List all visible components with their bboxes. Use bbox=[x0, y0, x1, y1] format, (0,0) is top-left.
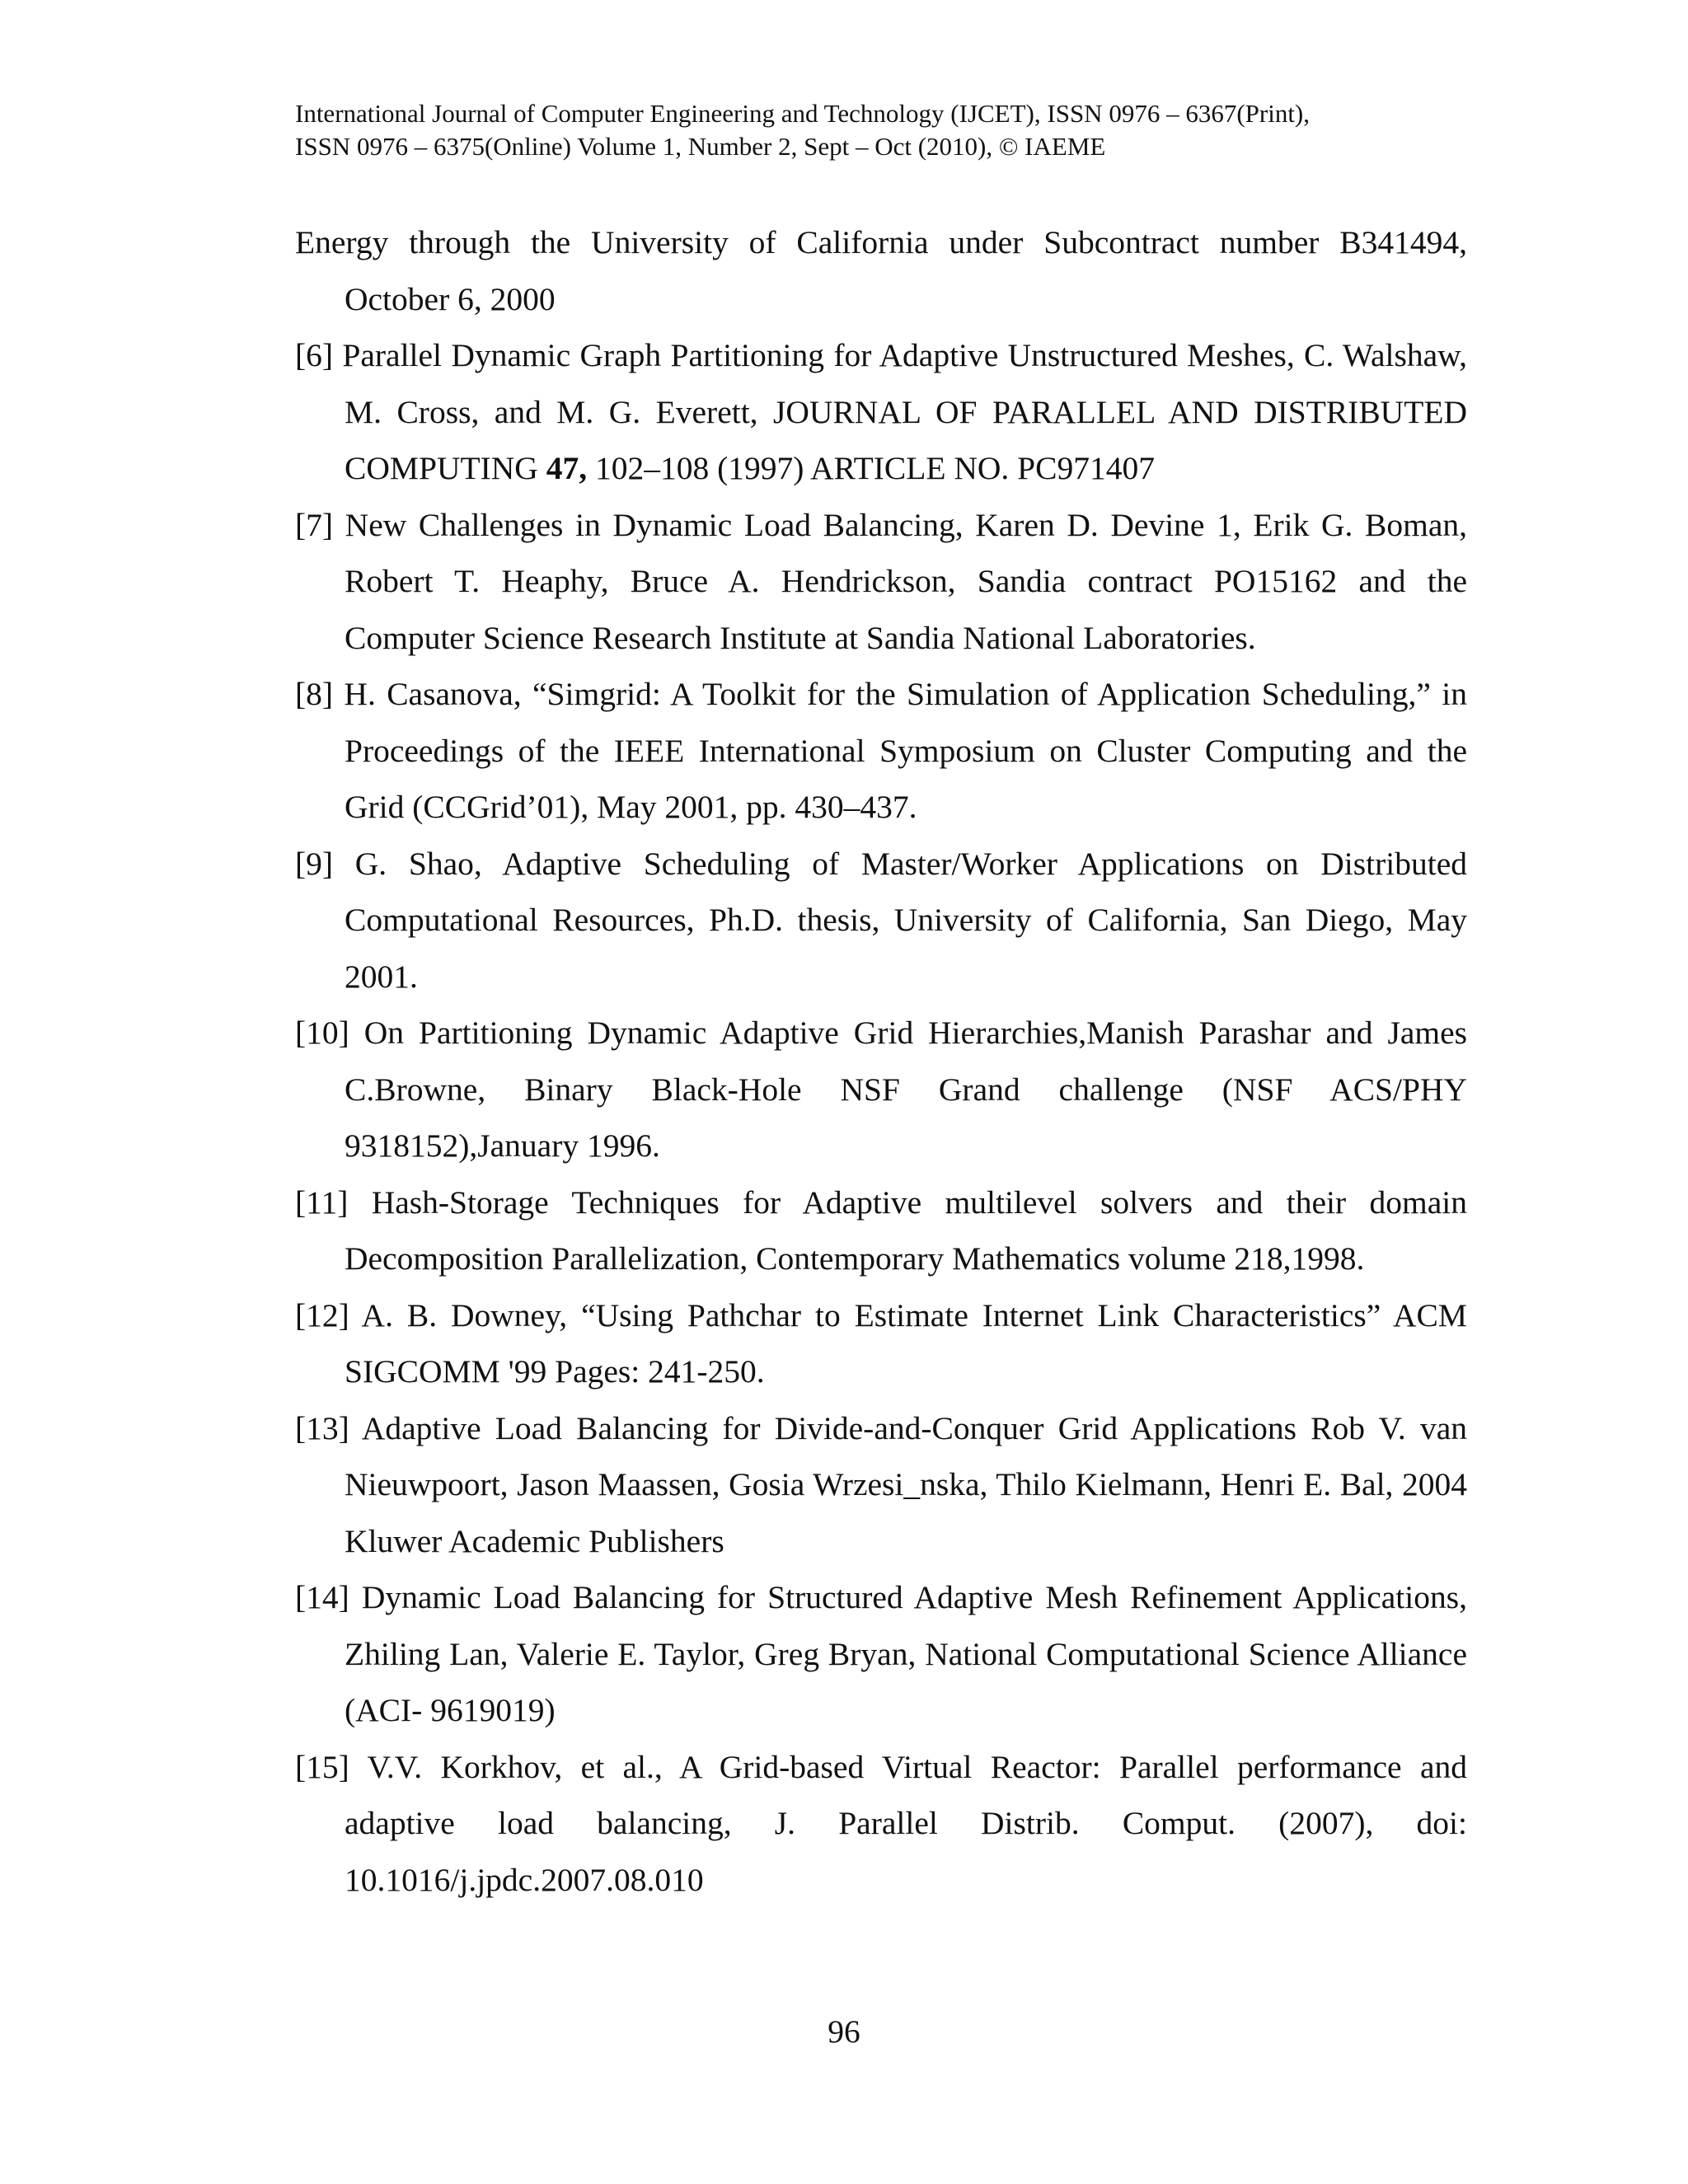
reference-item-9 bbox=[295, 836, 1467, 1005]
running-header bbox=[295, 97, 1449, 163]
reference-text: [6] Parallel Dynamic Graph Partitioning for Adaptive Unstructured Meshes, C. Walshaw, M. Cross, and M. G. Everett, JOURNAL OF PARALLEL AND DISTRIBUTED COMPUTING bbox=[295, 337, 1467, 486]
reference-text: [11] Hash-Storage Techniques for Adaptive multilevel solvers and their domain Decomposition Parallelization, Contemporary Mathematics volume 218,1998. bbox=[295, 1183, 1467, 1277]
reference-item-8 bbox=[295, 666, 1467, 836]
reference-item-12 bbox=[295, 1287, 1467, 1400]
page-number: 96 bbox=[828, 2013, 860, 2050]
reference-text: [12] A. B. Downey, “Using Pathchar to Estimate Internet Link Characteristics” ACM SIGCOMM '99 Pages: 241-250. bbox=[295, 1296, 1467, 1390]
running-header-line-1: International Journal of Computer Engineering and Technology (IJCET), ISSN 0976 – 6367(Print), bbox=[295, 99, 1311, 128]
reference-text-tail: 102–108 (1997) ARTICLE NO. PC971407 bbox=[587, 450, 1155, 486]
reference-text: [7] New Challenges in Dynamic Load Balancing, Karen D. Devine 1, Erik G. Boman, Robert T. Heaphy, Bruce A. Hendrickson, Sandia contract PO15162 and the Computer Science Research Institute at Sandia National Laboratories. bbox=[295, 506, 1467, 656]
reference-item-7 bbox=[295, 497, 1467, 667]
reference-text: Energy through the University of California under Subcontract number B341494, October 6, 2000 bbox=[295, 224, 1467, 317]
reference-list bbox=[295, 214, 1467, 1908]
reference-text: [13] Adaptive Load Balancing for Divide-and-Conquer Grid Applications Rob V. van Nieuwpoort, Jason Maassen, Gosia Wrzesi_nska, Thilo Kielmann, Henri E. Bal, 2004 Kluwer Academic Publishers bbox=[295, 1409, 1467, 1559]
reference-item-continued bbox=[295, 214, 1467, 327]
reference-text: [14] Dynamic Load Balancing for Structured Adaptive Mesh Refinement Applications, Zhiling Lan, Valerie E. Taylor, Greg Bryan, National Computational Science Alliance (ACI- 9619019) bbox=[295, 1579, 1467, 1728]
reference-item-6 bbox=[295, 327, 1467, 497]
reference-item-13 bbox=[295, 1400, 1467, 1570]
reference-text: [8] H. Casanova, “Simgrid: A Toolkit for the Simulation of Application Scheduling,” in Proceedings of the IEEE International Symposium on Cluster Computing and the Grid (CCGrid’01), May 2001, pp. 430–437. bbox=[295, 676, 1467, 825]
reference-text: [15] V.V. Korkhov, et al., A Grid-based Virtual Reactor: Parallel performance and adaptive load balancing, J. Parallel Distrib. Comput. (2007), doi: 10.1016/j.jpdc.2007.08.010 bbox=[295, 1748, 1467, 1898]
reference-volume-bold: 47, bbox=[546, 450, 588, 486]
reference-item-11 bbox=[295, 1174, 1467, 1287]
reference-item-10 bbox=[295, 1005, 1467, 1174]
reference-item-15 bbox=[295, 1739, 1467, 1909]
running-header-line-2: ISSN 0976 – 6375(Online) Volume 1, Number 2, Sept – Oct (2010), © IAEME bbox=[295, 132, 1106, 161]
reference-item-14 bbox=[295, 1569, 1467, 1739]
reference-text: [10] On Partitioning Dynamic Adaptive Grid Hierarchies,Manish Parashar and James C.Browne, Binary Black-Hole NSF Grand challenge (NSF ACS/PHY 9318152),January 1996. bbox=[295, 1015, 1467, 1164]
reference-text: [9] G. Shao, Adaptive Scheduling of Master/Worker Applications on Distributed Computational Resources, Ph.D. thesis, University of California, San Diego, May 2001. bbox=[295, 845, 1467, 995]
